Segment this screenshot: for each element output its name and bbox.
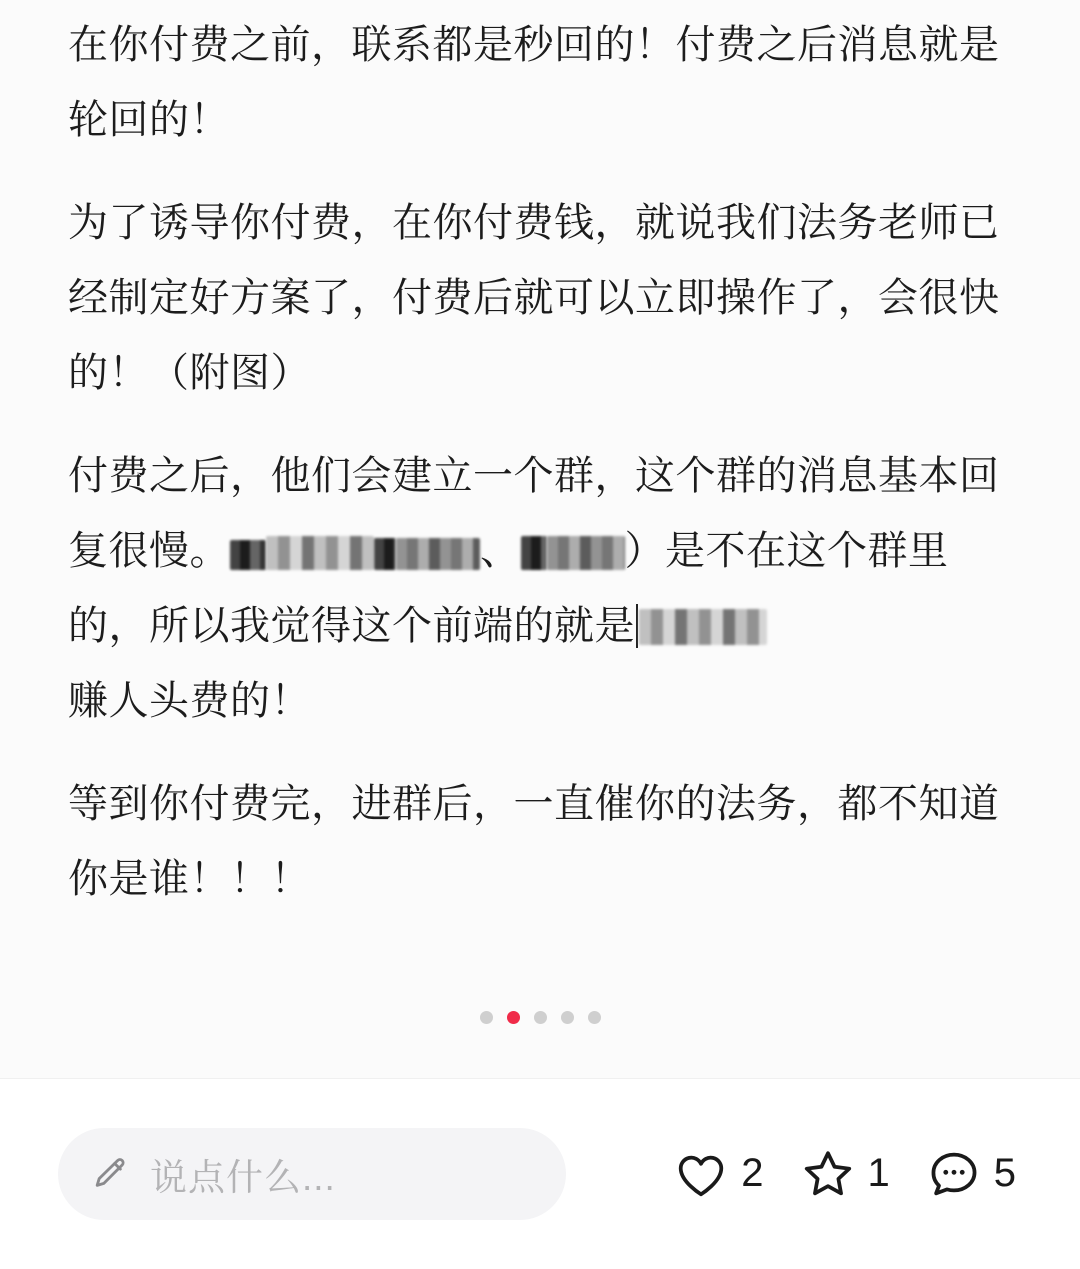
post-paragraph-with-redactions	[68, 439, 1012, 739]
redaction-block	[639, 609, 767, 645]
divider	[0, 1078, 1080, 1079]
paragraph-text-segment: 、	[480, 529, 521, 573]
engagement-actions	[671, 1145, 1022, 1203]
comment-input-placeholder: 说点什么...	[150, 1156, 336, 1198]
post-paragraph: 等到你付费完，进群后，一直催你的法务，都不知道你是谁！！！	[68, 782, 1000, 901]
pencil-icon	[90, 1154, 130, 1194]
redaction-block	[547, 536, 625, 570]
carousel-indicator[interactable]	[0, 1011, 1080, 1024]
paragraph-text-segment: 赚人头费的！	[68, 679, 311, 723]
comment-button[interactable]	[924, 1145, 1016, 1203]
like-count: 2	[741, 1151, 764, 1195]
text-cursor	[636, 604, 638, 648]
carousel-dot[interactable]	[534, 1011, 547, 1024]
comment-count: 5	[993, 1151, 1016, 1195]
post-paragraph: 为了诱导你付费，在你付费钱，就说我们法务老师已经制定好方案了，付费后就可以立即操作了，会很快的！（附图）	[68, 201, 1000, 395]
bottom-action-bar	[0, 1078, 1080, 1269]
carousel-dot[interactable]	[480, 1011, 493, 1024]
paragraph-text-segment: ）是不在这个群里的，所以我觉得这个前端的就是	[68, 529, 949, 648]
carousel-dot[interactable]	[561, 1011, 574, 1024]
like-button[interactable]	[671, 1145, 763, 1203]
redaction-block	[230, 540, 266, 570]
comment-bubble-icon[interactable]	[924, 1145, 984, 1203]
collect-button[interactable]	[798, 1145, 890, 1203]
redaction-block	[266, 536, 374, 570]
carousel-dot-active[interactable]	[507, 1011, 520, 1024]
star-icon[interactable]	[798, 1145, 858, 1203]
redaction-block	[521, 536, 547, 570]
redaction-block	[396, 538, 480, 570]
redaction-block	[374, 538, 396, 570]
comment-input[interactable]	[58, 1128, 566, 1220]
carousel-dot[interactable]	[588, 1011, 601, 1024]
heart-icon[interactable]	[671, 1145, 731, 1203]
collect-count: 1	[867, 1151, 890, 1195]
paragraph-text-segment: 付费之后，他们会建立一个群，这个群的消息基本回复很慢。	[68, 454, 1000, 573]
post-paragraph: 在你付费之前，联系都是秒回的！付费之后消息就是轮回的！	[68, 23, 1000, 142]
